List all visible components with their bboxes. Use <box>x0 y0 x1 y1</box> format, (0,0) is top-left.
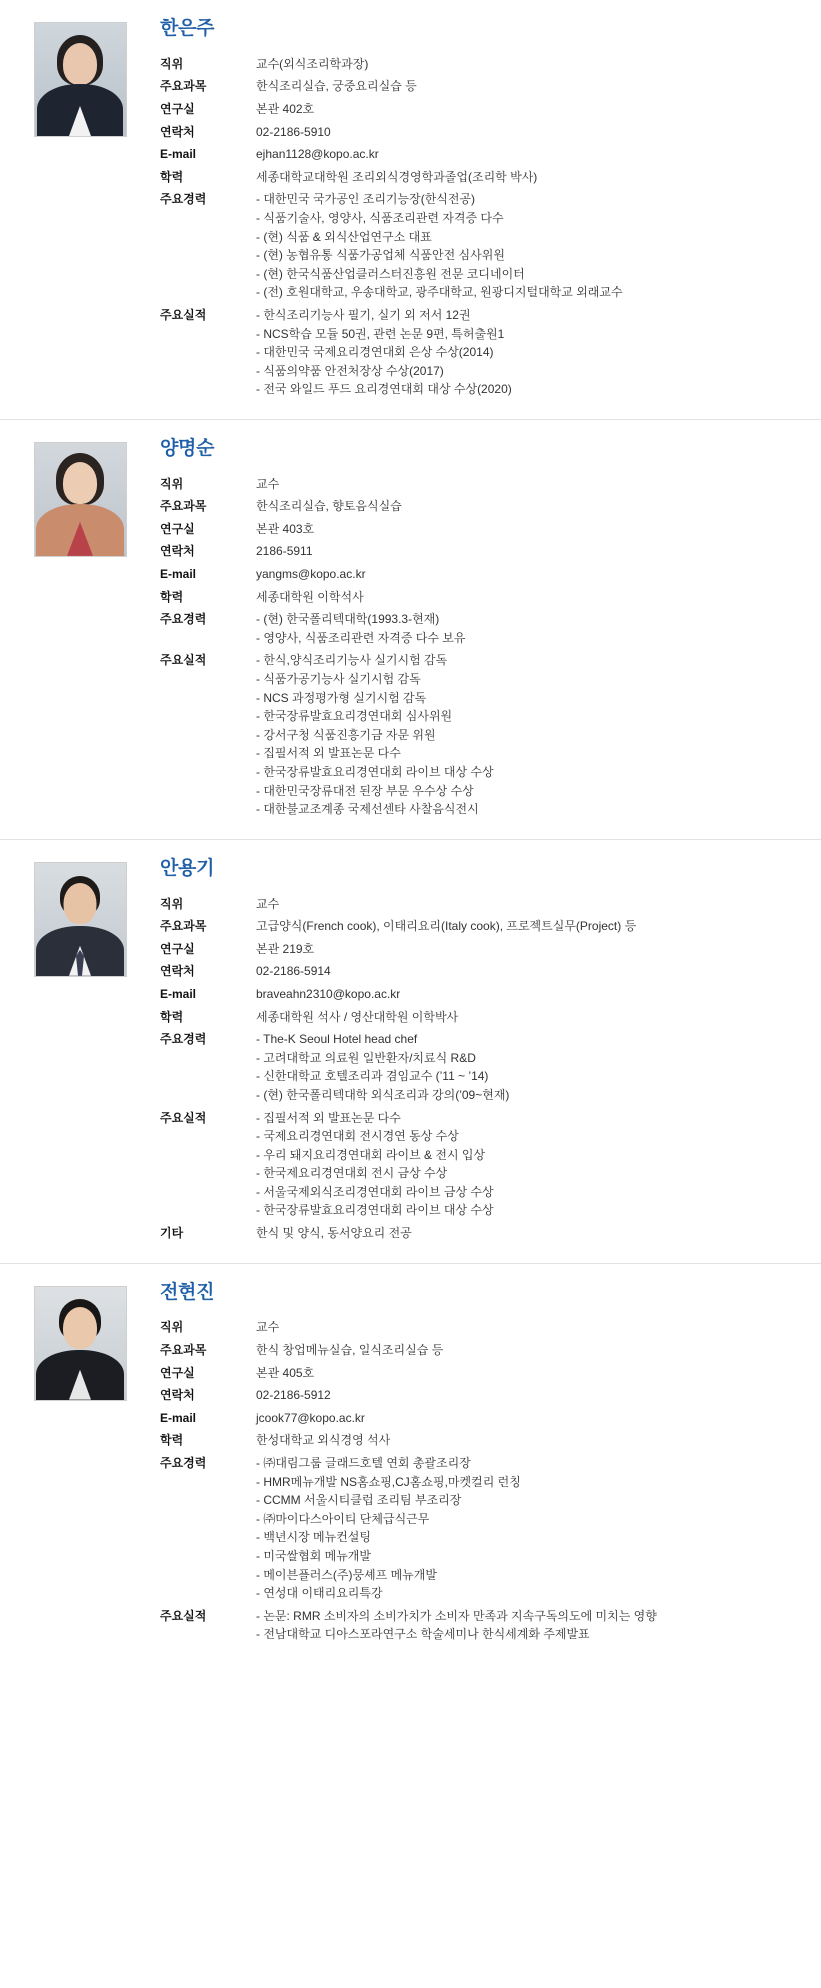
list-item: - The-K Seoul Hotel head chef <box>256 1032 418 1047</box>
list-item: - 집필서적 외 발표논문 다수 <box>256 1110 401 1125</box>
professor-name: 전현진 <box>160 1281 215 1303</box>
list-item: - 우리 돼지요리경연대회 라이브 & 전시 입상 <box>256 1147 486 1162</box>
list-item: - 미국쌀협회 메뉴개발 <box>256 1549 371 1563</box>
value-email[interactable]: ejhan1128@kopo.ac.kr <box>256 147 379 162</box>
professor-card <box>0 0 821 420</box>
list-item: - 식품가공기능사 실기시험 감독 <box>256 672 421 687</box>
label-career: 주요경력 <box>160 1456 207 1471</box>
value-phone: 02-2186-5910 <box>256 124 331 139</box>
value-email[interactable]: jcook77@kopo.ac.kr <box>256 1410 365 1425</box>
professor-card <box>0 840 821 1264</box>
label-position: 직위 <box>160 896 184 911</box>
list-item: - (현) 한국폴리텍대학(1993.3-현재) <box>256 612 440 627</box>
list-item: - 논문: RMR 소비자의 소비가치가 소비자 만족과 지속구독의도에 미치는 영향 <box>256 1608 657 1623</box>
table-row <box>160 960 805 983</box>
value-phone: 02-2186-5914 <box>256 964 331 979</box>
photo-column <box>0 438 160 557</box>
table-row <box>160 1452 805 1605</box>
list-item: - NCS학습 모듈 50권, 관련 논문 9편, 특허출원1 <box>256 326 505 341</box>
professor-photo <box>34 1286 127 1401</box>
label-lab: 연구실 <box>160 1365 195 1380</box>
table-row <box>160 1605 805 1646</box>
table-row <box>160 983 805 1006</box>
photo-column <box>0 858 160 977</box>
table-row <box>160 938 805 961</box>
table-row <box>160 915 805 938</box>
value-achievements <box>256 304 805 401</box>
value-achievements <box>256 1107 805 1223</box>
value-education: 세종대학교대학원 조리외식경영학과졸업(조리학 박사) <box>256 169 538 184</box>
table-row <box>160 1429 805 1452</box>
list-item: - 연성대 이태리요리특강 <box>256 1586 383 1601</box>
value-lab: 본관 405호 <box>256 1365 315 1380</box>
list-item: - 전남대학교 디아스포라연구소 학술세미나 한식세계화 주제발표 <box>256 1627 590 1642</box>
info-column <box>160 1282 821 1646</box>
professor-photo <box>34 442 127 557</box>
list-item: - 서울국제외식조리경연대회 라이브 금상 수상 <box>256 1184 494 1199</box>
table-row <box>160 75 805 98</box>
label-phone: 연락처 <box>160 964 195 979</box>
photo-column <box>0 1282 160 1401</box>
table-row <box>160 188 805 304</box>
table-row <box>160 53 805 76</box>
label-email: E-mail <box>160 147 197 162</box>
table-row <box>160 1362 805 1385</box>
professor-detail-table <box>160 473 805 821</box>
list-item: - 한국장류발효요리경연대회 라이브 대상 수상 <box>256 1203 494 1218</box>
table-row <box>160 98 805 121</box>
value-achievements <box>256 1605 805 1646</box>
label-education: 학력 <box>160 1433 184 1448</box>
table-row <box>160 1028 805 1106</box>
list-item: - (현) 식품 & 외식산업연구소 대표 <box>256 229 432 244</box>
table-row <box>160 121 805 144</box>
label-career: 주요경력 <box>160 1032 207 1047</box>
label-achievements: 주요실적 <box>160 1608 207 1623</box>
value-career <box>256 1028 805 1106</box>
value-position: 교수(외식조리학과장) <box>256 56 369 71</box>
label-email: E-mail <box>160 986 197 1001</box>
info-column <box>160 18 821 401</box>
value-position: 교수 <box>256 1320 280 1335</box>
label-position: 직위 <box>160 56 184 71</box>
list-item: - 집필서적 외 발표논문 다수 <box>256 746 401 761</box>
label-subjects: 주요과목 <box>160 1343 207 1358</box>
value-lab: 본관 219호 <box>256 941 315 956</box>
list-item: - (전) 호원대학교, 우송대학교, 광주대학교, 원광디지털대학교 외래교수 <box>256 285 623 300</box>
professor-detail-table <box>160 53 805 401</box>
list-item: - 대한불교조계종 국제선센타 사찰음식전시 <box>256 802 479 817</box>
label-email: E-mail <box>160 567 197 582</box>
table-row <box>160 304 805 401</box>
label-lab: 연구실 <box>160 521 195 536</box>
table-row <box>160 608 805 649</box>
label-position: 직위 <box>160 1320 184 1335</box>
value-phone: 02-2186-5912 <box>256 1388 331 1403</box>
table-row <box>160 1339 805 1362</box>
label-career: 주요경력 <box>160 192 207 207</box>
label-education: 학력 <box>160 589 184 604</box>
table-row <box>160 1222 805 1245</box>
table-row <box>160 649 805 820</box>
list-item: - 한국장류발효요리경연대회 라이브 대상 수상 <box>256 765 494 779</box>
table-row <box>160 1384 805 1407</box>
photo-head <box>64 883 97 924</box>
list-item: - NCS 과정평가형 실기시험 감독 <box>256 690 427 705</box>
photo-head <box>63 43 97 85</box>
label-etc: 기타 <box>160 1226 184 1241</box>
table-row <box>160 563 805 586</box>
table-row <box>160 586 805 609</box>
table-row <box>160 1006 805 1029</box>
table-row <box>160 495 805 518</box>
photo-head <box>63 462 97 504</box>
professor-card <box>0 1264 821 1664</box>
value-career <box>256 1452 805 1605</box>
list-item: - (현) 한국식품산업클러스터진흥원 전문 코디네이터 <box>256 266 525 281</box>
list-item: - 대한민국장류대전 된장 부문 우수상 수상 <box>256 783 474 798</box>
professor-name: 양명순 <box>160 437 215 459</box>
table-row <box>160 1407 805 1430</box>
list-item: - HMR메뉴개발 NS홈쇼핑,CJ홈쇼핑,마켓컬리 런칭 <box>256 1474 521 1489</box>
list-item: - (현) 한국폴리텍대학 외식조리과 강의(’09~현재) <box>256 1087 510 1102</box>
list-item: - ㈜마이다스아이티 단체급식근무 <box>256 1511 430 1526</box>
list-item: - 한식,양식조리기능사 실기시험 감독 <box>256 653 448 668</box>
value-email[interactable]: yangms@kopo.ac.kr <box>256 567 366 582</box>
label-lab: 연구실 <box>160 101 195 116</box>
list-item: - 국제요리경연대회 전시경연 동상 수상 <box>256 1129 459 1144</box>
value-education: 세종대학원 석사 / 영산대학원 이학박사 <box>256 1009 459 1024</box>
list-item: - 한식조리기능사 필기, 실기 외 저서 12권 <box>256 307 471 322</box>
professor-name: 한은주 <box>160 18 215 39</box>
value-phone: 2186-5911 <box>256 544 313 559</box>
value-lab: 본관 403호 <box>256 521 315 536</box>
table-row <box>160 893 805 916</box>
professor-detail-table <box>160 1316 805 1646</box>
professor-detail-table <box>160 893 805 1245</box>
list-item: - 한국제요리경연대회 전시 금상 수상 <box>256 1166 448 1181</box>
value-subjects: 고급양식(French cook), 이태리요리(Italy cook), 프로젝트실무(Project) 등 <box>256 919 637 934</box>
list-item: - 영양사, 식품조리관련 자격증 다수 보유 <box>256 630 466 645</box>
table-row <box>160 540 805 563</box>
label-phone: 연락처 <box>160 1388 195 1403</box>
list-item: - 대한민국 국제요리경연대회 은상 수상(2014) <box>256 345 494 360</box>
label-subjects: 주요과목 <box>160 499 207 514</box>
list-item: - CCMM 서울시티클럽 조리팀 부조리장 <box>256 1493 462 1508</box>
value-position: 교수 <box>256 896 280 911</box>
value-achievements <box>256 649 805 820</box>
value-position: 교수 <box>256 476 280 491</box>
label-achievements: 주요실적 <box>160 1110 207 1125</box>
label-education: 학력 <box>160 1009 184 1024</box>
list-item: - 고려대학교 의료원 일반환자/치료식 R&D <box>256 1050 476 1065</box>
professor-card <box>0 420 821 840</box>
professor-photo <box>34 862 127 977</box>
value-etc: 한식 및 양식, 동서양요리 전공 <box>256 1226 412 1241</box>
label-achievements: 주요실적 <box>160 307 207 322</box>
list-item: - 대한민국 국가공인 조리기능장(한식전공) <box>256 192 476 207</box>
label-phone: 연락처 <box>160 124 195 139</box>
value-career <box>256 608 805 649</box>
photo-head <box>63 1307 97 1349</box>
list-item: - 식품기술사, 영양사, 식품조리관련 자격증 다수 <box>256 210 504 225</box>
list-item: - 강서구청 식품진흥기금 자문 위원 <box>256 727 436 742</box>
value-education: 세종대학원 이학석사 <box>256 589 364 604</box>
value-subjects: 한식 창업메뉴실습, 일식조리실습 등 <box>256 1343 444 1358</box>
label-education: 학력 <box>160 169 184 184</box>
table-row <box>160 166 805 189</box>
label-subjects: 주요과목 <box>160 79 207 94</box>
table-row <box>160 518 805 541</box>
list-item: - 신한대학교 호텔조리과 겸임교수 (’11 ~ ’14) <box>256 1069 489 1084</box>
table-row <box>160 143 805 166</box>
list-item: - 백년시장 메뉴컨설팅 <box>256 1530 371 1545</box>
label-subjects: 주요과목 <box>160 919 207 934</box>
list-item: - 전국 와일드 푸드 요리경연대회 대상 수상(2020) <box>256 382 512 397</box>
table-row <box>160 473 805 496</box>
value-lab: 본관 402호 <box>256 101 315 116</box>
photo-column <box>0 18 160 137</box>
value-education: 한성대학교 외식경영 석사 <box>256 1433 391 1448</box>
list-item: - 메이븐플러스(주)뭉셰프 메뉴개발 <box>256 1567 437 1582</box>
info-column <box>160 438 821 821</box>
list-item: - 한국장류발효요리경연대회 심사위원 <box>256 709 453 724</box>
professor-name: 안용기 <box>160 857 215 879</box>
label-phone: 연락처 <box>160 544 195 559</box>
list-item: - 식품의약품 안전처장상 수상(2017) <box>256 363 444 378</box>
list-item: - ㈜대림그룹 글래드호텔 연회 총괄조리장 <box>256 1456 471 1471</box>
label-position: 직위 <box>160 476 184 491</box>
value-subjects: 한식조리실습, 향토음식실습 <box>256 499 402 514</box>
label-achievements: 주요실적 <box>160 653 207 668</box>
table-row <box>160 1107 805 1223</box>
table-row <box>160 1316 805 1339</box>
professor-photo <box>34 22 127 137</box>
label-lab: 연구실 <box>160 941 195 956</box>
list-item: - (현) 농협유통 식품가공업체 식품안전 심사위원 <box>256 248 505 263</box>
info-column <box>160 858 821 1245</box>
value-subjects: 한식조리실습, 궁중요리실습 등 <box>256 79 417 94</box>
label-email: E-mail <box>160 1410 197 1425</box>
value-email[interactable]: braveahn2310@kopo.ac.kr <box>256 986 401 1001</box>
value-career <box>256 188 805 304</box>
label-career: 주요경력 <box>160 612 207 627</box>
